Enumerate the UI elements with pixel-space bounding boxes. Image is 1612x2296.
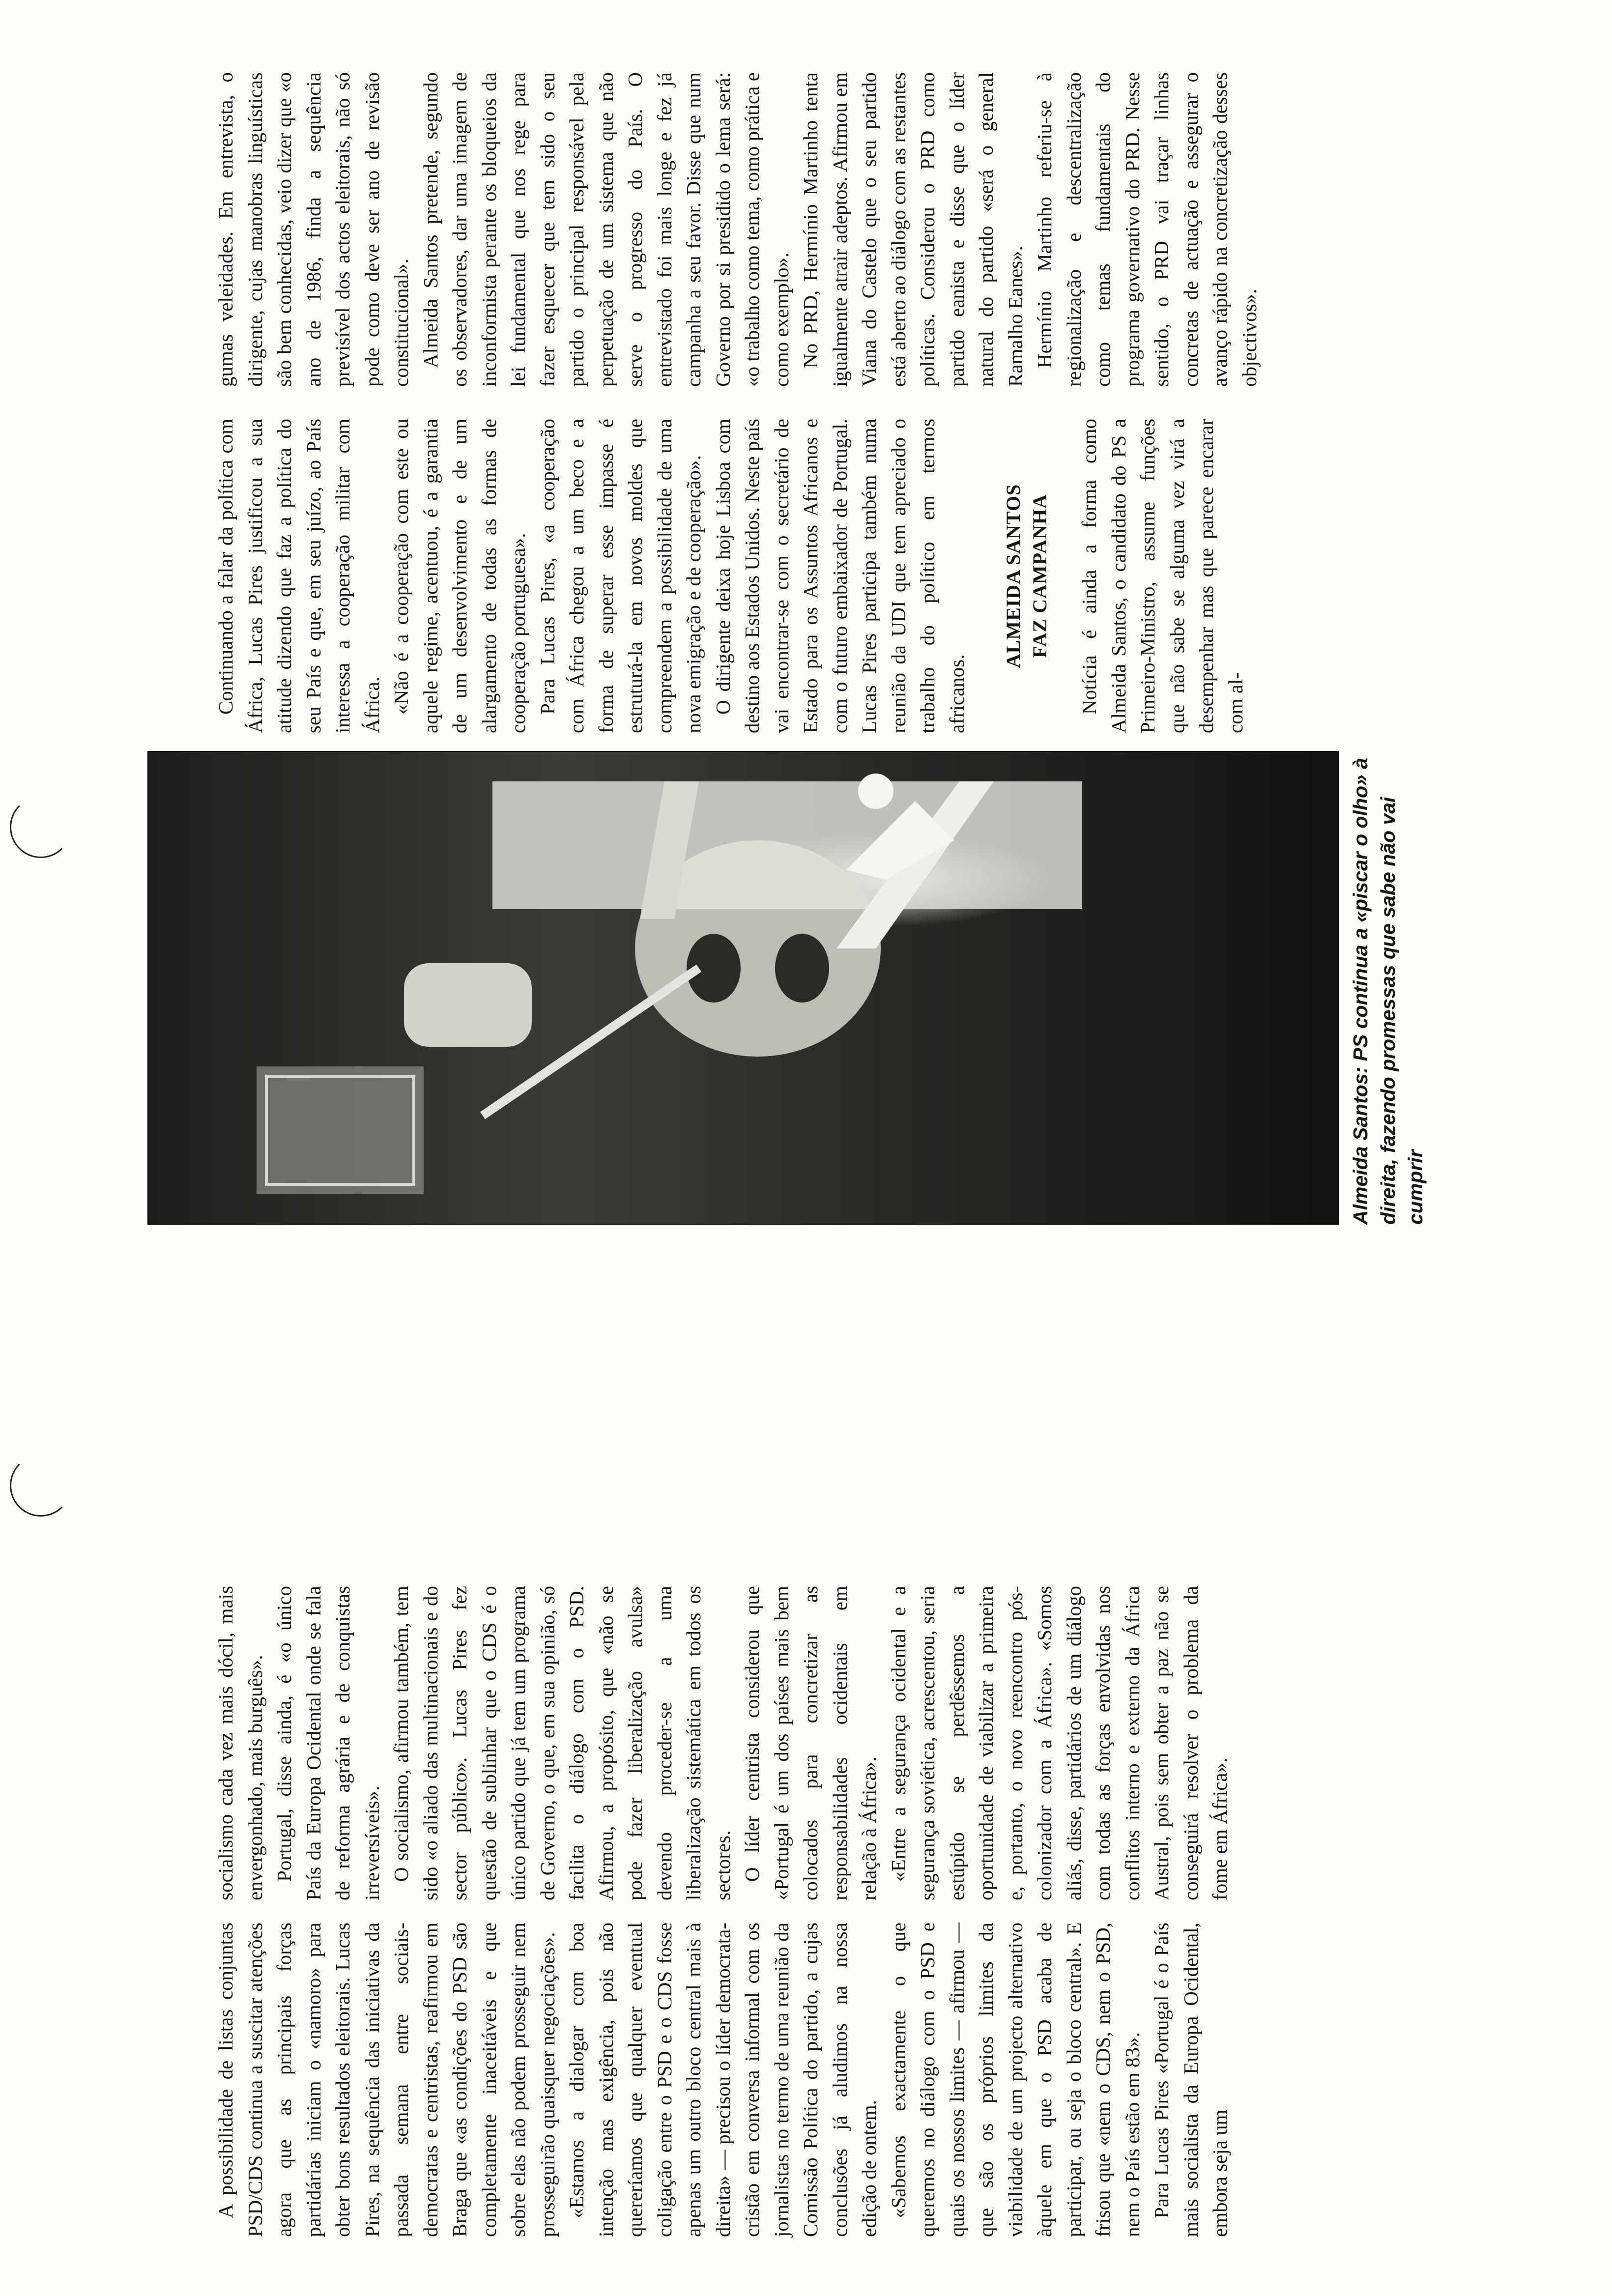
- photo-figure-icon: [148, 752, 1338, 1224]
- paragraph: O socialismo, afirmou também, tem sido «o aliado das multinacionais e do sector público». Lucas Pires fez questão de sublinhar que o CDS é o único partido que já tem um programa de Governo, o que, em sua opinião, só facilita o diálogo com o PSD. Afirmou, a propósito, que «não se pode fazer liberalização avulsa» devendo proceder-se a uma liberalização sistemática em todos os sectores.: [390, 1586, 734, 1900]
- paragraph: socialismo cada vez mais dócil, mais envergonhado, mais burguês».: [214, 1586, 266, 1900]
- subheading-line-1: ALMEIDA SANTOS: [1002, 484, 1024, 668]
- paragraph: A possibilidade de listas conjuntas PSD/CDS continua a suscitar atenções agora que as principais forças partidárias iniciam o «namoro» para obter bons resultados eleitorais. Lucas Pires, na sequência das iniciativas da passada semana entre sociais-democratas e centristas, reafirmou em Braga que «as condições do PSD são completamente inaceitáveis e que sobre elas não podem prosseguir nem prosseguirão quaisquer negociações».: [214, 1923, 559, 2237]
- article-column-2: [211, 1586, 1235, 1900]
- paragraph: Para Lucas Pires «Portugal é o País mais socialista da Europa Ocidental, embora seja um: [1150, 1923, 1231, 2237]
- subheading-line-2: FAZ CAMPANHA: [1029, 494, 1051, 658]
- paragraph: Portugal, disse ainda, é «o único País da Europa Ocidental onde se fala de reforma agrária e de conquistas irreversíveis».: [273, 1586, 383, 1900]
- binder-hole-mark: [10, 1455, 72, 1517]
- paragraph: Para Lucas Pires, «a cooperação com África chegou a um beco e a forma de superar esse impasse é estruturá-la em novos moldes que compreendem a possibilidade de uma nova emigração e de cooperação».: [536, 419, 705, 733]
- paragraph: Notícia é ainda a forma como Almeida Santos, o candidato do PS a Primeiro-Ministro, assume funções que não sabe se alguma vez virá a desempenhar mas que parece encarar com al-: [1078, 419, 1247, 733]
- paragraph: «Estamos a dialogar com boa intenção mas exigência, pois não quereríamos que qualquer eventual coligação entre o PSD e o CDS fosse apenas um outro bloco central mais à direita» — precisou o líder democrata-cristão em conversa informal com os jornalistas no termo de uma reunião da Comissão Política do partido, a cujas conclusões já aludimos na nossa edição de ontem.: [565, 1923, 880, 2237]
- binder-hole-mark: [10, 796, 72, 858]
- article-column-4: [211, 419, 1250, 733]
- paragraph: O dirigente deixa hoje Lisboa com destino aos Estados Unidos. Neste país vai encontrar-se com o secretário de Estado para os Assuntos Africanos e com o futuro embaixador de Portugal. Lucas Pires participa também numa reunião da UDI que tem apreciado o trabalho do político em termos africanos.: [711, 419, 968, 733]
- paragraph: «Sabemos exactamente o que queremos no diálogo com o PSD e quais os nossos limites — afirmou — que são os próprios limites da viabilidade de um projecto alternativo àquele em que o PSD acaba de participar, ou seja o bloco central». E frisou que «nem o CDS, nem o PSD, nem o País estão em 83».: [887, 1923, 1144, 2237]
- paragraph: O líder centrista considerou que «Portugal é um dos países mais bem colocados para concretizar as responsabilidades ocidentais em relação à África».: [741, 1586, 880, 1900]
- section-subheading: [1000, 419, 1053, 733]
- paragraph: «Não é a cooperação com este ou aquele regime, acentuou, é a garantia de um desenvolvimento e de um alargamento de todas as formas de cooperação portuguesa».: [390, 419, 529, 733]
- paragraph: Continuando a falar da política com África, Lucas Pires justificou a sua atitude dizendo que faz a política do seu País e que, em seu juízo, ao País interessa a cooperação militar com África.: [214, 419, 383, 733]
- paragraph: gumas veleidades. Em entrevista, o dirigente, cujas manobras linguísticas são bem conhecidas, veio dizer que «o ano de 1986, finda a sequência previsível dos actos eleitorais, não só pode como deve ser ano de revisão constitucional».: [214, 72, 412, 387]
- paragraph: «Entre a segurança ocidental e a segurança soviética, acrescentou, seria estúpido se perdêssemos a oportunidade de viabilizar a primeira e, portanto, o novo reencontro pós-colonizador com a África». «Somos aliás, disse, partidários de um diálogo com todas as forças envolvidas nos conflitos interno e externo da África Austral, pois sem obter a paz não se conseguirá resolver o problema da fome em África».: [887, 1586, 1231, 1900]
- paragraph: Hermínio Martinho referiu-se à regionalização e descentralização como temas fundamentais do programa governativo do PRD. Nesse sentido, o PRD vai traçar linhas concretas de actuação e assegurar o avanço rápido na concretização desses objectivos».: [1033, 72, 1261, 387]
- paragraph: No PRD, Hermínio Martinho tenta igualmente atrair adeptos. Afirmou em Viana do Castelo que o seu partido está aberto ao diálogo com as restantes políticas. Considerou o PRD como partido eanista e disse que o líder natural do partido «será o general Ramalho Eanes».: [799, 72, 1027, 387]
- news-photo: [147, 751, 1339, 1225]
- article-column-1: [211, 1923, 1235, 2237]
- article-column-5: [211, 72, 1264, 387]
- paragraph: Almeida Santos pretende, segundo os observadores, dar uma imagem de inconformista perante os bloqueios da lei fundamental que nos rege para fazer esquecer que tem sido o seu partido o principal responsável pela perpetuação de um sistema que não serve o progresso do País. O entrevistado foi mais longe e fez já campanha a seu favor. Disse que num Governo por si presidido o lema será: «o trabalho como tema, como prática e como exemplo».: [419, 72, 793, 387]
- photo-caption: Almeida Santos: PS continua a «piscar o olho» à direita, fazendo promessas que sabe não vai cumprir: [1349, 757, 1427, 1225]
